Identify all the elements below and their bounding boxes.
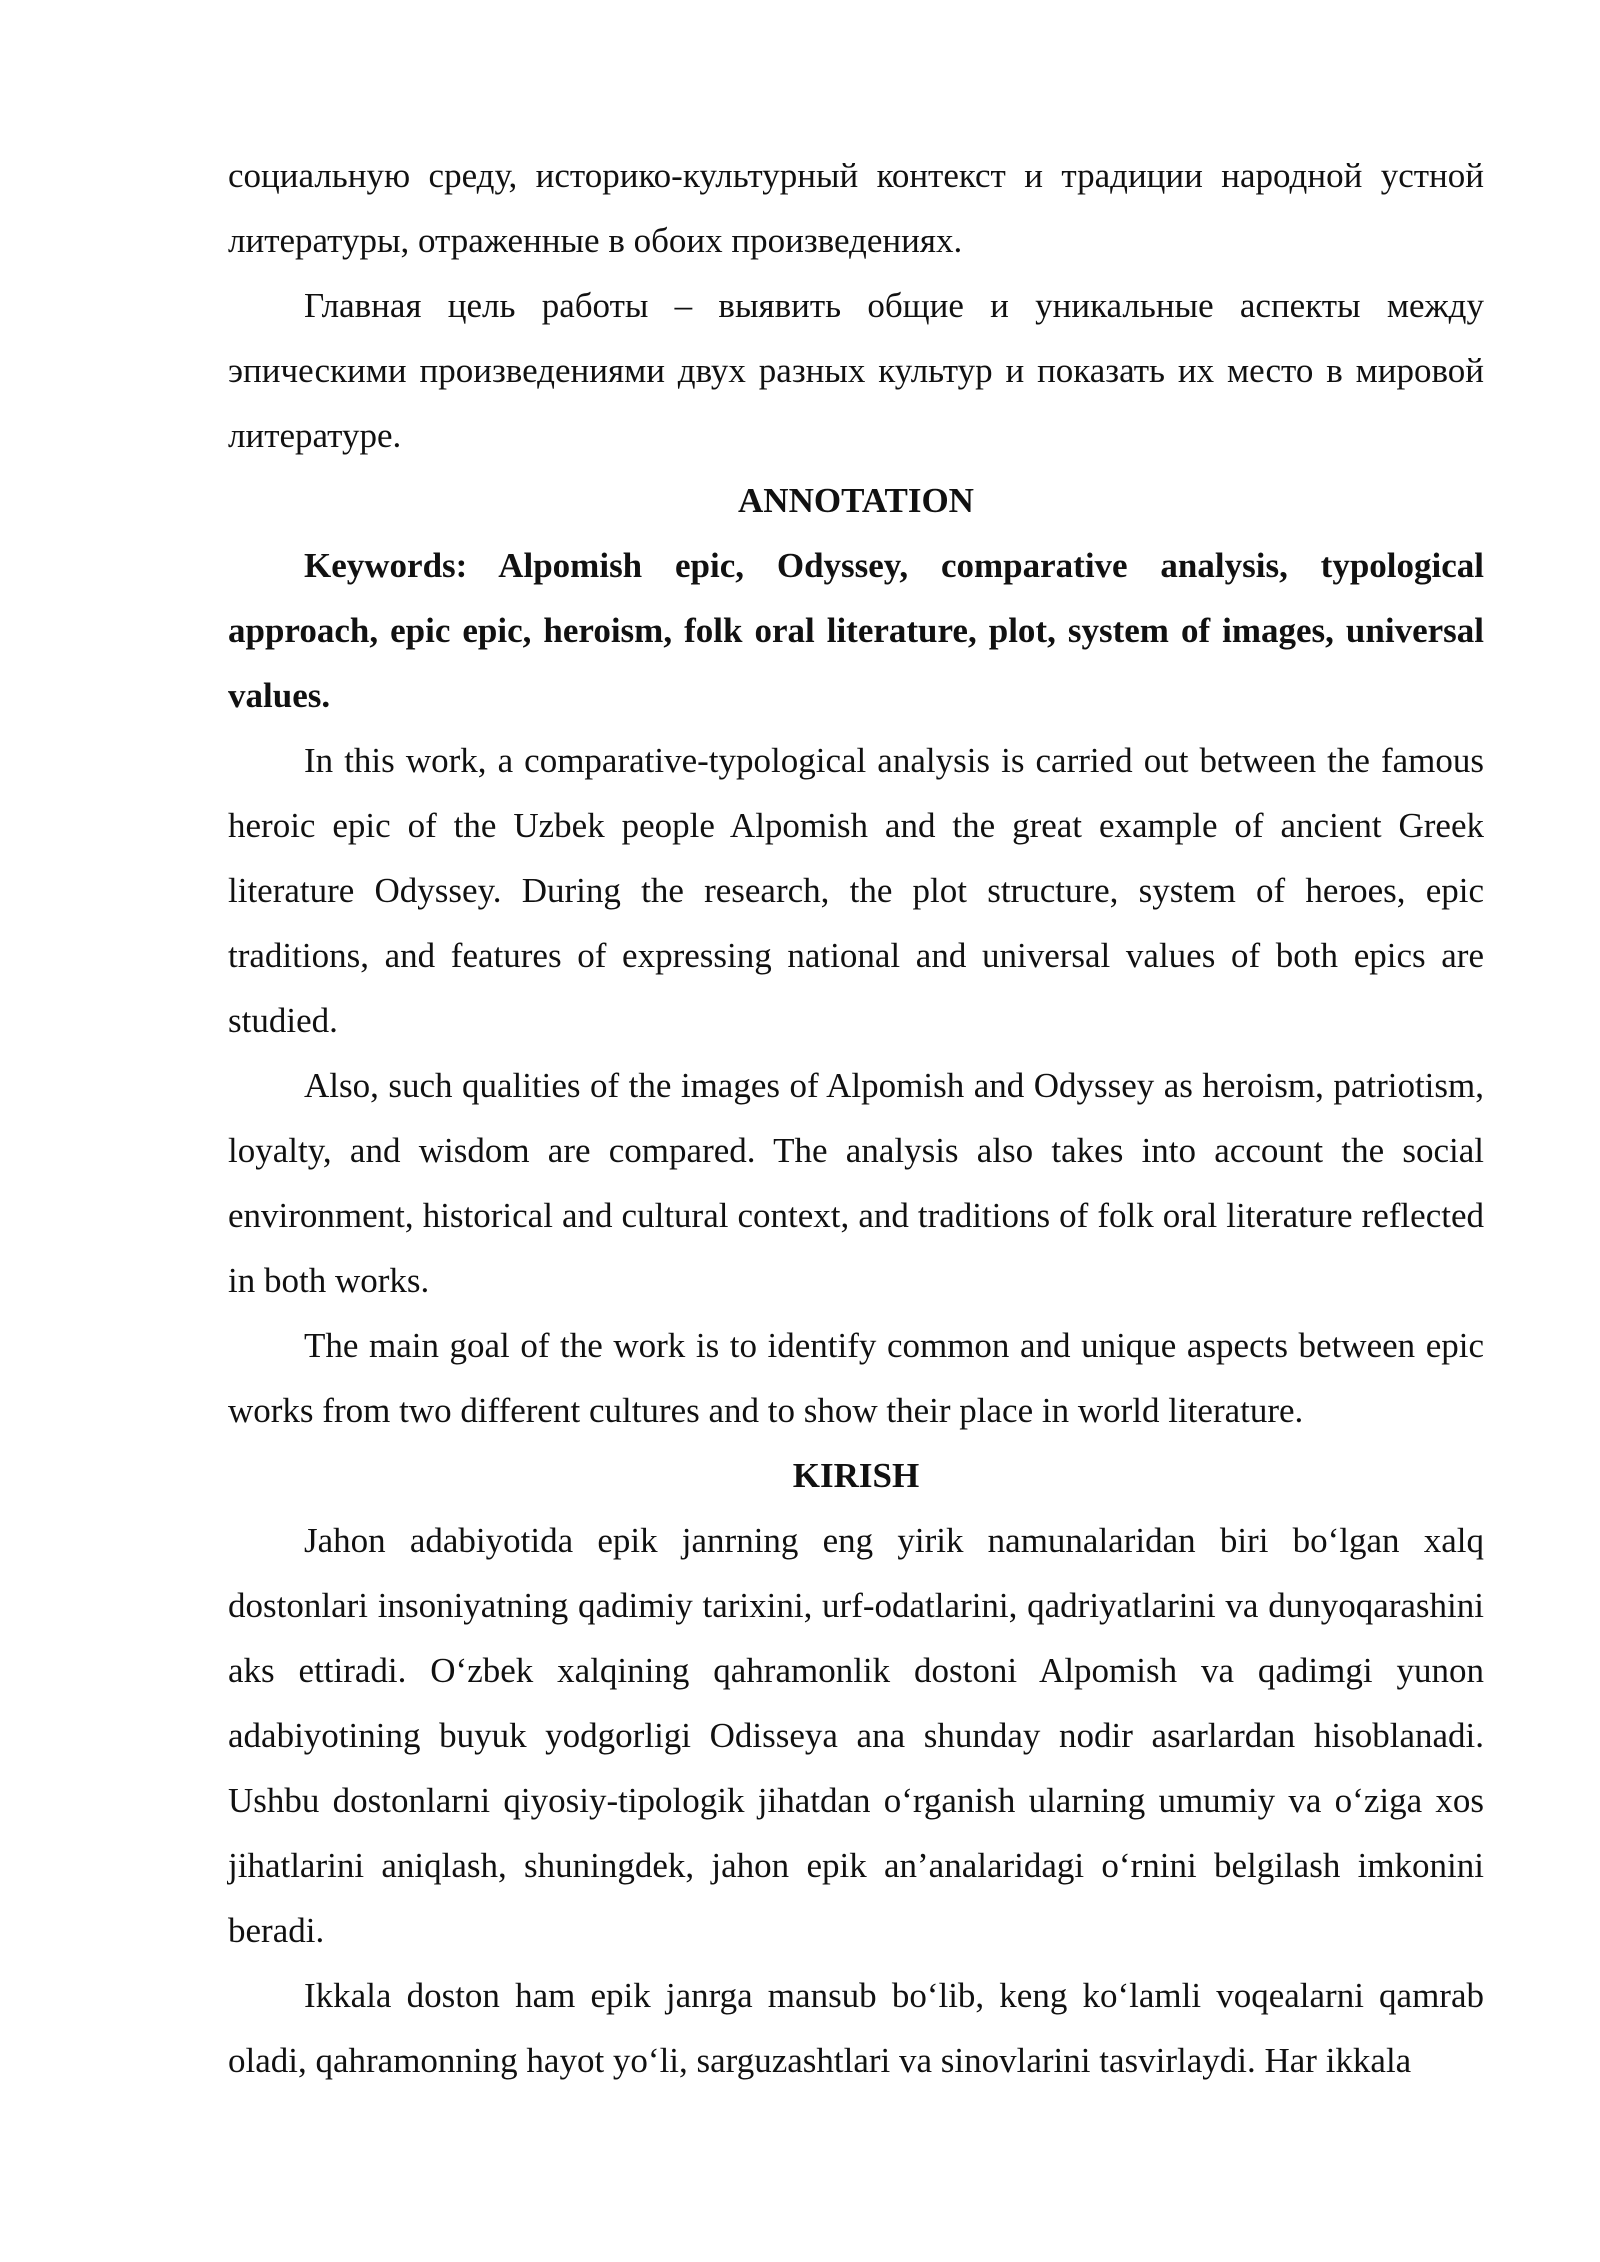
document-page — [228, 143, 1484, 2093]
ru-paragraph-continuation: социальную среду, историко-культурный контекст и традиции народной устной литературы, отраженные в обоих произведениях. — [228, 156, 1484, 260]
annotation-paragraph-1: In this work, a comparative-typological analysis is carried out between the famous heroic epic of the Uzbek people Alpomish and the great example of ancient Greek literature Odyssey. During the research, the plot structure, system of heroes, epic traditions, and features of expressing national and universal values of both epics are studied. — [228, 741, 1484, 1040]
keywords-paragraph: Keywords: Alpomish epic, Odyssey, comparative analysis, typological approach, epic epic, heroism, folk oral literature, plot, system of images, universal values. — [228, 546, 1484, 715]
annotation-paragraph-3: The main goal of the work is to identify common and unique aspects between epic works from two different cultures and to show their place in world literature. — [228, 1326, 1484, 1430]
kirish-paragraph-1: Jahon adabiyotida epik janrning eng yirik namunalaridan biri bo‘lgan xalq dostonlari insoniyatning qadimiy tarixini, urf-odatlarini, qadriyatlarini va dunyoqarashini aks ettiradi. O‘zbek xalqining qahramonlik dostoni Alpomish va qadimgi yunon adabiyotining buyuk yodgorligi Odisseya ana shunday nodir asarlardan hisoblanadi. Ushbu dostonlarni qiyosiy-tipologik jihatdan o‘rganish ularning umumiy va o‘ziga xos jihatlarini aniqlash, shuningdek, jahon epik an’analaridagi o‘rnini belgilash imkonini beradi. — [228, 1521, 1484, 1950]
annotation-heading: ANNOTATION — [738, 481, 974, 520]
kirish-heading: KIRISH — [792, 1456, 920, 1495]
annotation-paragraph-2: Also, such qualities of the images of Alpomish and Odyssey as heroism, patriotism, loyalty, and wisdom are compared. The analysis also takes into account the social environment, historical and cultural context, and traditions of folk oral literature reflected in both works. — [228, 1066, 1484, 1300]
ru-paragraph-goal: Главная цель работы – выявить общие и уникальные аспекты между эпическими произведениями двух разных культур и показать их место в мировой литературе. — [228, 286, 1484, 455]
kirish-paragraph-2: Ikkala doston ham epik janrga mansub bo‘lib, keng ko‘lamli voqealarni qamrab oladi, qahramonning hayot yo‘li, sarguzashtlari va sinovlarini tasvirlaydi. Har ikkala — [228, 1976, 1484, 2080]
